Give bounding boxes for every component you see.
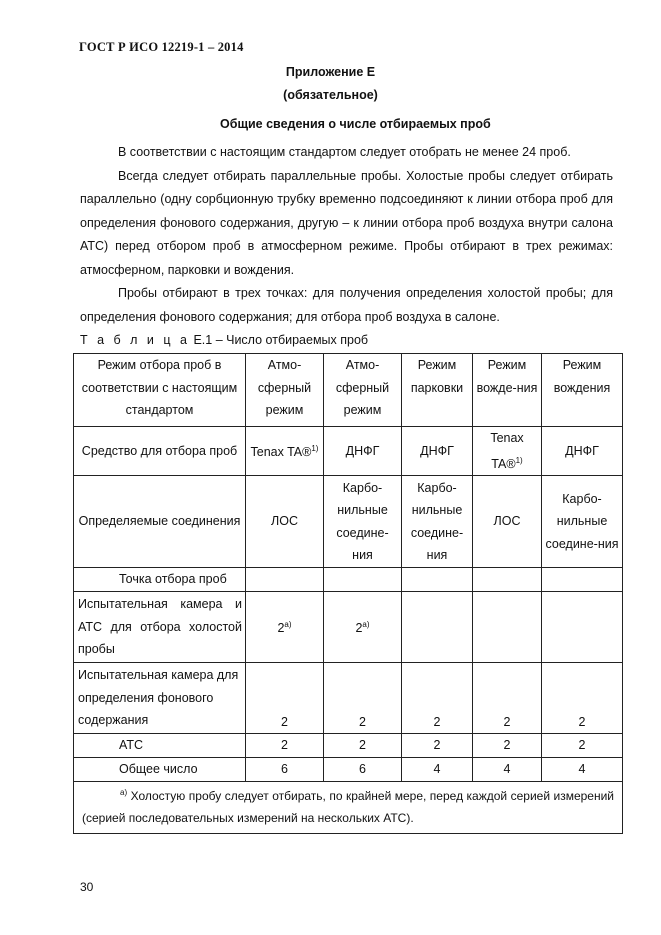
table-row [74, 476, 623, 568]
page-number: 30 [80, 880, 94, 894]
table-cell: ДНФГ [402, 427, 473, 476]
table-cell: 2 [324, 663, 402, 734]
table-cell: Карбо-нильные соедине-ния [542, 476, 623, 568]
table-cell: 2 [402, 734, 473, 758]
paragraph: В соответствии с настоящим стандартом следует отобрать не менее 24 проб. [118, 145, 571, 159]
table-row [74, 568, 623, 592]
footnote-text: Холостую пробу следует отбирать, по крайней мере, перед каждой серией измерений (серией последовательных измерений на нескольких АТС). [82, 788, 614, 825]
table-cell: 4 [542, 757, 623, 781]
table-cell: Испытательная камера и АТС для отбора холостой пробы [74, 592, 246, 663]
footnote-ref: 1) [515, 455, 523, 465]
table-cell [246, 568, 324, 592]
table-caption-text: Е.1 – Число отбираемых проб [189, 333, 369, 347]
table-cell: 2 [324, 734, 402, 758]
table-footnote [74, 781, 623, 833]
table-cell: Средство для отбора проб [74, 427, 246, 476]
footnote-ref: а) [284, 620, 292, 630]
table-cell: ЛОС [473, 476, 542, 568]
table-cell: ЛОС [246, 476, 324, 568]
table-cell [473, 568, 542, 592]
table-cell: Испытательная камера для определения фонового содержания [74, 663, 246, 734]
cell-text: 2 [355, 621, 363, 636]
table-cell: Атмо-сферный режим [324, 354, 402, 427]
footnote-ref: а) [362, 620, 370, 630]
body-text [80, 141, 613, 329]
table-cell [324, 592, 402, 663]
table-cell [324, 568, 402, 592]
table-row [74, 427, 623, 476]
table-cell: Режим парковки [402, 354, 473, 427]
cell-text: Tenax TA® [250, 445, 312, 460]
table-row [74, 734, 623, 758]
table-row [74, 354, 623, 427]
table-cell: Режим вождения [542, 354, 623, 427]
standard-code: ГОСТ Р ИСО 12219-1 – 2014 [79, 40, 244, 54]
table-cell: Точка отбора проб [74, 568, 246, 592]
table-cell: АТС [74, 734, 246, 758]
table-cell: Атмо-сферный режим [246, 354, 324, 427]
cell-text: 2 [277, 621, 285, 636]
appendix-status: (обязательное) [283, 88, 378, 102]
samples-table [73, 353, 623, 834]
table-cell [542, 592, 623, 663]
table-cell: 2 [542, 663, 623, 734]
table-cell [473, 427, 542, 476]
appendix-title: Приложение Е [285, 65, 376, 79]
table-cell [402, 592, 473, 663]
table-cell: 2 [246, 734, 324, 758]
table-cell: 2 [542, 734, 623, 758]
footnote-ref: 1) [311, 444, 319, 454]
table-caption-prefix: Т а б л и ц а [80, 333, 190, 347]
table-row [74, 757, 623, 781]
table-cell: 6 [246, 757, 324, 781]
table-row [74, 781, 623, 833]
table-cell: 2 [402, 663, 473, 734]
footnote-mark: а) [120, 787, 128, 797]
table-cell [246, 427, 324, 476]
paragraph: Пробы отбирают в трех точках: для получения определения холостой пробы; для определения фонового содержания; для отбора проб воздуха в салоне. [80, 286, 613, 324]
table-cell [473, 592, 542, 663]
table-cell: Карбо-нильные соедине-ния [324, 476, 402, 568]
table-cell: Карбо-нильные соедине-ния [402, 476, 473, 568]
appendix-subtitle: Общие сведения о числе отбираемых проб [220, 117, 491, 131]
table-cell: ДНФГ [324, 427, 402, 476]
table-cell: 4 [473, 757, 542, 781]
table-cell: Определяемые соединения [74, 476, 246, 568]
table-cell [542, 568, 623, 592]
table-cell: Режим отбора проб в соответствии с настоящим стандартом [74, 354, 246, 427]
table-cell: Режим вожде-ния [473, 354, 542, 427]
table-cell: ДНФГ [542, 427, 623, 476]
table-caption [80, 333, 368, 347]
table-cell: 2 [473, 663, 542, 734]
paragraph: Всегда следует отбирать параллельные пробы. Холостые пробы следует отбирать параллельно (одну сорбционную трубку временно подсоединяют к линии отбора проб для определения фонового содержания, другую – к линии отбора проб воздуха внутри салона АТС) перед отбором проб в атмосферном режиме. Пробы отбирают в трех режимах: атмосферном, парковки и вождения. [80, 168, 613, 277]
table-cell [246, 592, 324, 663]
table-row [74, 663, 623, 734]
cell-text: Tenax TA® [490, 431, 524, 471]
table-cell: 6 [324, 757, 402, 781]
table-cell: Общее число [74, 757, 246, 781]
table-cell: 2 [473, 734, 542, 758]
table-cell [402, 568, 473, 592]
table-row [74, 592, 623, 663]
table-cell: 2 [246, 663, 324, 734]
table-cell: 4 [402, 757, 473, 781]
